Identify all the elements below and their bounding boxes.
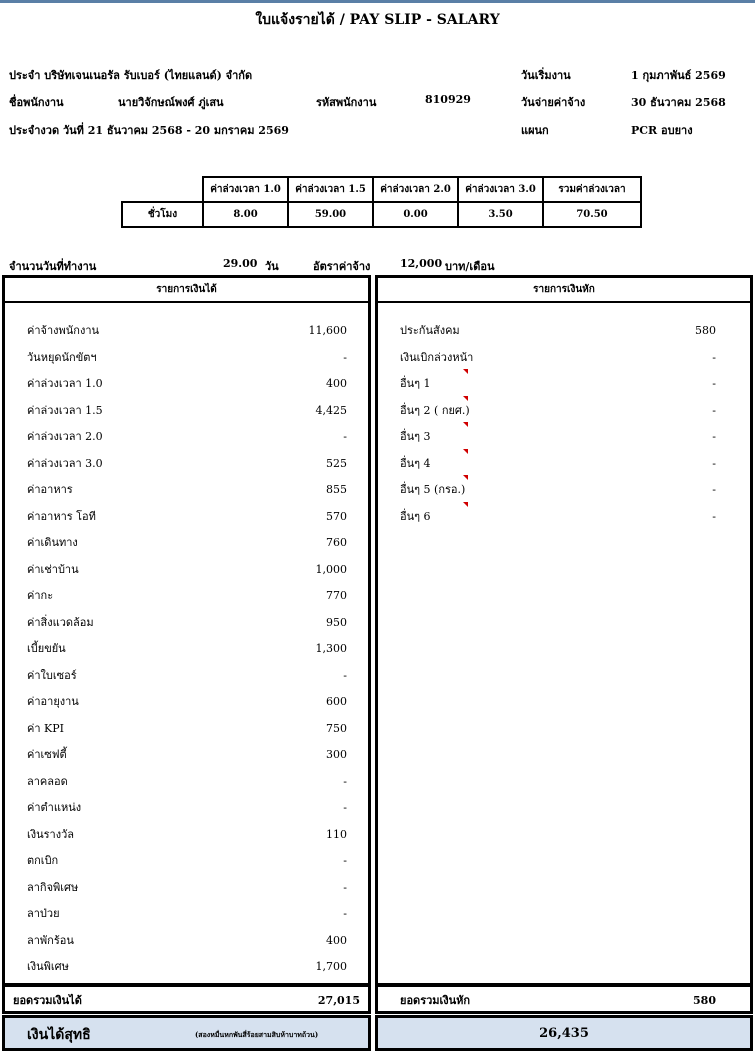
income-row: [5, 345, 368, 371]
deduction-row: [378, 504, 750, 530]
department-label: แผนก: [521, 124, 549, 137]
income-row: [5, 954, 368, 980]
overtime-corner: [122, 177, 203, 202]
income-item-label: ค่าล่วงเวลา 3.0: [27, 456, 103, 470]
income-total-label: ยอดรวมเงินได้: [13, 994, 82, 1007]
deduction-total-label: ยอดรวมเงินหัก: [400, 994, 471, 1007]
income-item-label: ค่าเช่าบ้าน: [27, 562, 79, 576]
income-row: [5, 875, 368, 901]
pay-date-label: วันจ่ายค่าจ้าง: [521, 96, 586, 109]
income-item-label: ค่าล่วงเวลา 2.0: [27, 430, 103, 443]
income-item-value: 600: [326, 695, 347, 708]
income-item-label: ลาคลอด: [27, 774, 68, 788]
overtime-table: [121, 176, 642, 228]
income-item-value: -: [343, 668, 347, 682]
rate-label: อัตราค่าจ้าง: [313, 260, 371, 273]
ot-header-3: ค่าล่วงเวลา 2.0: [373, 177, 458, 202]
deduction-item-label: อื่นๆ 2 ( กยศ.): [400, 403, 470, 417]
income-row: [5, 504, 368, 530]
comment-flag-icon: [463, 502, 468, 507]
income-item-label: ลาป่วย: [27, 907, 60, 920]
ot-value-3: 0.00: [373, 202, 458, 227]
deduction-panel: [375, 275, 753, 986]
income-item-label: เบี้ยขยัน: [27, 642, 66, 655]
emp-code: 810929: [425, 93, 471, 106]
income-total-row: [2, 984, 371, 1014]
income-row: [5, 901, 368, 927]
overtime-hours-row: [122, 202, 641, 227]
deduction-item-label: อื่นๆ 1: [400, 377, 431, 390]
pay-period: ประจำงวด วันที่ 21 ธันวาคม 2568 - 20 มกราคม 2569: [9, 124, 289, 137]
income-heading: รายการเงินได้: [5, 278, 368, 303]
income-row: [5, 451, 368, 477]
income-row: [5, 610, 368, 636]
net-pay-words: (สองหมื่นหกพันสี่ร้อยสามสิบห้าบาทถ้วน): [195, 1030, 319, 1039]
income-row: [5, 477, 368, 503]
net-pay-left: [2, 1015, 371, 1051]
income-item-label: วันหยุดนักขัตฯ: [27, 350, 97, 364]
income-item-value: -: [343, 774, 347, 788]
deduction-row: [378, 398, 750, 424]
deduction-item-value: -: [712, 377, 716, 390]
deduction-row: [378, 424, 750, 450]
income-item-value: -: [343, 854, 347, 867]
income-item-label: ค่าอายุงาน: [27, 695, 79, 708]
rate-value: 12,000: [400, 257, 443, 270]
ot-row-label: ชั่วโมง: [122, 202, 203, 227]
deduction-heading: รายการเงินหัก: [378, 278, 750, 303]
deduction-item-label: เงินเบิกล่วงหน้า: [400, 350, 474, 364]
ot-value-1: 8.00: [203, 202, 288, 227]
income-item-label: ค่าอาหาร: [27, 483, 73, 496]
income-item-value: 750: [326, 721, 347, 735]
income-row: [5, 689, 368, 715]
deduction-item-label: อื่นๆ 4: [400, 456, 431, 470]
income-item-value: 570: [326, 509, 347, 523]
income-row: [5, 371, 368, 397]
income-item-label: ค่าเซฟตี้: [27, 748, 67, 761]
income-item-value: 400: [326, 933, 347, 947]
overtime-header-row: [122, 177, 641, 202]
page-title: ใบแจ้งรายได้ / PAY SLIP - SALARY: [255, 12, 500, 28]
deduction-row: [378, 451, 750, 477]
income-item-label: เงินพิเศษ: [27, 960, 69, 973]
deduction-row: [378, 318, 750, 344]
income-row: [5, 663, 368, 689]
income-item-value: 300: [326, 748, 347, 761]
income-item-label: ค่าอาหาร โอที: [27, 509, 96, 523]
income-row: [5, 928, 368, 954]
comment-flag-icon: [463, 449, 468, 454]
comment-flag-icon: [463, 396, 468, 401]
workdays-unit: วัน: [265, 260, 279, 273]
deduction-item-label: อื่นๆ 3: [400, 430, 431, 443]
income-item-value: 400: [326, 377, 347, 390]
income-item-label: ค่าใบเซอร์: [27, 668, 77, 682]
income-item-label: ค่า KPI: [27, 721, 64, 735]
deduction-item-value: -: [712, 350, 716, 364]
comment-flag-icon: [463, 422, 468, 427]
deduction-item-value: 580: [695, 324, 716, 337]
income-row: [5, 822, 368, 848]
deduction-item-value: -: [712, 430, 716, 443]
income-row: [5, 769, 368, 795]
income-item-value: 1,700: [315, 960, 347, 973]
deduction-item-label: อื่นๆ 5 (กรอ.): [400, 483, 466, 496]
income-item-label: ค่าล่วงเวลา 1.5: [27, 403, 103, 417]
ot-header-2: ค่าล่วงเวลา 1.5: [288, 177, 373, 202]
income-item-label: ค่าสิ่งแวดล้อม: [27, 615, 94, 629]
income-item-value: 4,425: [315, 403, 347, 417]
start-date-label: วันเริ่มงาน: [521, 69, 571, 82]
income-item-label: ค่าเดินทาง: [27, 536, 78, 549]
income-item-label: ตกเบิก: [27, 854, 59, 867]
income-row: [5, 795, 368, 821]
income-row: [5, 636, 368, 662]
income-total-value: 27,015: [317, 994, 360, 1007]
income-item-value: 855: [326, 483, 347, 496]
income-row: [5, 398, 368, 424]
deduction-item-label: ประกันสังคม: [400, 324, 460, 337]
deduction-row: [378, 371, 750, 397]
comment-flag-icon: [463, 369, 468, 374]
income-item-label: ลากิจพิเศษ: [27, 880, 79, 894]
ot-value-4: 3.50: [458, 202, 543, 227]
start-date-value: 1 กุมภาพันธ์ 2569: [631, 69, 726, 82]
income-item-value: -: [343, 801, 347, 814]
deduction-row: [378, 477, 750, 503]
income-item-value: 1,000: [315, 562, 347, 576]
income-item-value: -: [343, 430, 347, 443]
net-pay-value: 26,435: [539, 1026, 589, 1041]
income-item-value: 11,600: [308, 324, 347, 337]
income-item-value: 950: [326, 615, 347, 629]
income-row: [5, 742, 368, 768]
income-panel: [2, 275, 371, 986]
deduction-item-value: -: [712, 483, 716, 496]
income-item-label: เงินรางวัล: [27, 827, 75, 841]
emp-code-label: รหัสพนักงาน: [316, 96, 377, 109]
employee-label: ชื่อพนักงาน: [9, 96, 64, 109]
income-row: [5, 318, 368, 344]
income-item-value: -: [343, 907, 347, 920]
income-item-value: 760: [326, 536, 347, 549]
income-item-value: 525: [326, 456, 347, 470]
deduction-item-label: อื่นๆ 6: [400, 509, 431, 523]
income-row: [5, 583, 368, 609]
income-item-label: ค่าจ้างพนักงาน: [27, 324, 100, 337]
ot-header-1: ค่าล่วงเวลา 1.0: [203, 177, 288, 202]
ot-value-total: 70.50: [543, 202, 641, 227]
income-item-value: 1,300: [315, 642, 347, 655]
workdays-label: จำนวนวันที่ทำงาน: [9, 260, 97, 273]
comment-flag-icon: [463, 475, 468, 480]
ot-header-total: รวมค่าล่วงเวลา: [543, 177, 641, 202]
rate-unit: บาท/เดือน: [445, 260, 495, 273]
income-row: [5, 848, 368, 874]
income-row: [5, 557, 368, 583]
income-item-label: ค่าตำแหน่ง: [27, 801, 82, 814]
income-item-label: ค่ากะ: [27, 589, 54, 602]
employee-name: นายวิจักษณ์พงศ์ ภู่เสน: [118, 96, 224, 109]
net-pay-right: [375, 1015, 753, 1051]
ot-header-4: ค่าล่วงเวลา 3.0: [458, 177, 543, 202]
income-item-value: -: [343, 350, 347, 364]
income-row: [5, 424, 368, 450]
deduction-item-value: -: [712, 456, 716, 470]
deduction-item-value: -: [712, 403, 716, 417]
deduction-total-row: [375, 984, 753, 1014]
company-line: ประจำ บริษัทเจนเนอรัล รับเบอร์ (ไทยแลนด์) จำกัด: [9, 69, 253, 82]
ot-value-2: 59.00: [288, 202, 373, 227]
income-row: [5, 716, 368, 742]
income-item-value: -: [343, 880, 347, 894]
income-row: [5, 530, 368, 556]
income-item-label: ลาพักร้อน: [27, 933, 74, 947]
income-item-value: 110: [326, 827, 347, 841]
deduction-row: [378, 345, 750, 371]
income-item-value: 770: [326, 589, 347, 602]
top-rule: [0, 0, 755, 3]
income-item-label: ค่าล่วงเวลา 1.0: [27, 377, 103, 390]
workdays-value: 29.00: [223, 257, 258, 270]
pay-date-value: 30 ธันวาคม 2568: [631, 96, 726, 109]
deduction-total-value: 580: [693, 994, 716, 1007]
net-pay-label: เงินได้สุทธิ: [27, 1027, 91, 1043]
deduction-item-value: -: [712, 509, 716, 523]
department-value: PCR อบยาง: [631, 124, 693, 137]
